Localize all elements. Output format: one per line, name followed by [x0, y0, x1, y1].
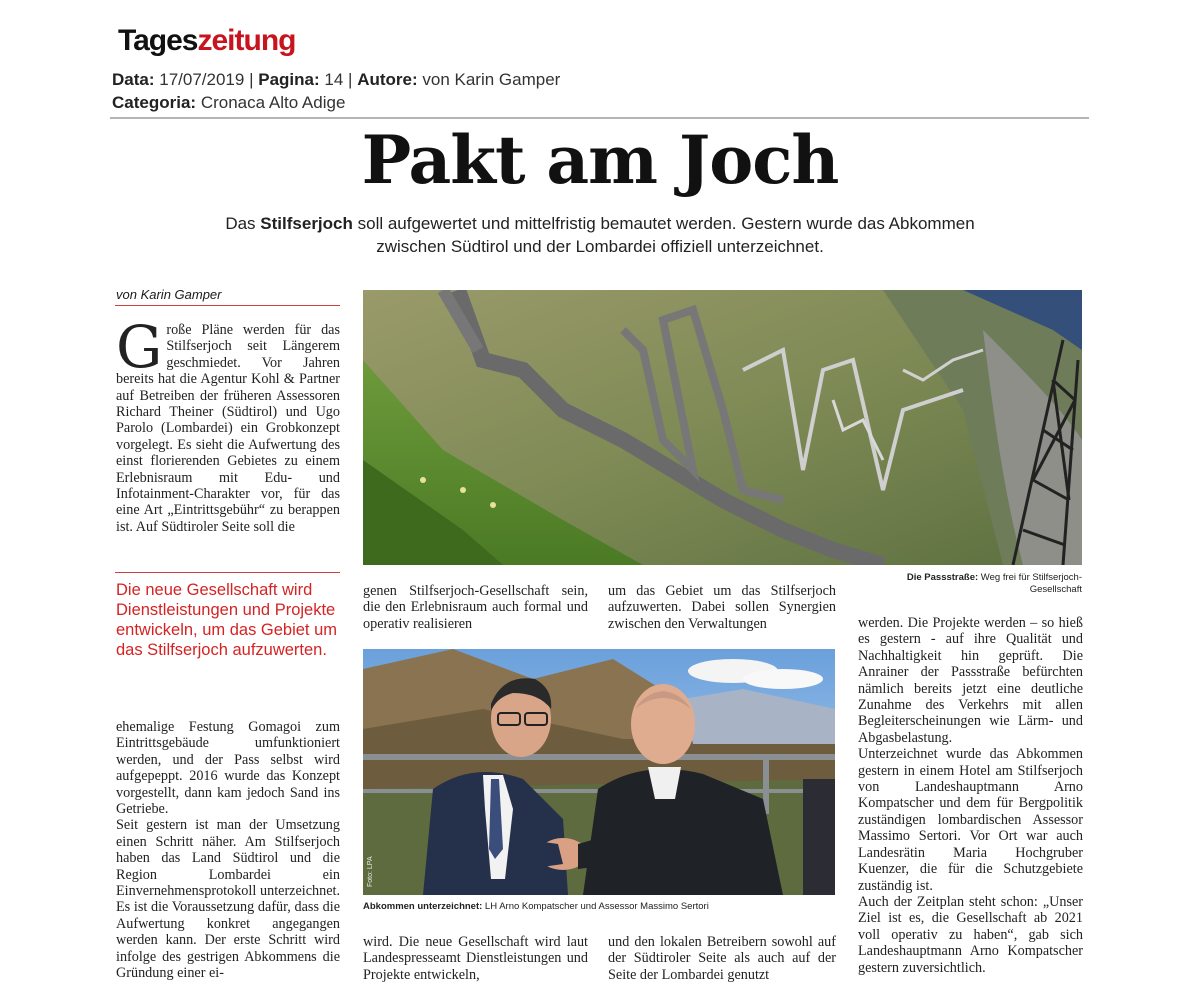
separator: | — [348, 70, 353, 89]
column-3-mid: um das Gebiet um das Stilfserjoch aufzuwerten. Dabei sollen Synergien zwischen den Verwaltungen — [608, 583, 836, 632]
column-2-mid: genen Stilfserjoch-Gesellschaft sein, die den Erlebnisraum auch formal und operativ realisieren — [363, 583, 588, 632]
autore-value: von Karin Gamper — [422, 70, 561, 89]
column-2-bottom: wird. Die neue Gesellschaft wird laut Landespresseamt Dienstleistungen und Projekte entwickeln, — [363, 934, 588, 983]
pass-road-photo — [363, 290, 1082, 565]
pagina-label: Pagina: — [258, 70, 320, 89]
handshake-caption: Abkommen unterzeichnet: LH Arno Kompatscher und Assessor Massimo Sertori — [363, 901, 709, 912]
header-divider — [110, 117, 1089, 119]
data-label: Data: — [112, 70, 155, 89]
photo-credit: Foto: LPA — [367, 856, 374, 887]
pagina-value: 14 — [324, 70, 344, 89]
categoria-label: Categoria: — [112, 93, 197, 112]
meta-line-2 — [112, 92, 345, 114]
article-headline: Pakt am Joch — [361, 121, 839, 199]
pullquote-divider — [115, 572, 340, 573]
separator: | — [249, 70, 254, 89]
handshake-photo — [363, 649, 835, 895]
autore-label: Autore: — [357, 70, 418, 89]
meta-line-1 — [112, 69, 560, 91]
column-1-top: Große Pläne werden für das Stilfserjoch seit Längerem geschmiedet. Vor Jahren bereits hat die Agentur Kohl & Partner auf Betreiben der früheren Assessoren Richard Theiner (Südtirol) und Ugo Parolo (Lombardei) ein Grobkonzept vorgelegt. Es sieht die Aufwertung des einst florierenden Gebietes zu einem Erlebnisraum mit Edu- und Infotainment-Charakter vor, für das eine Art „Eintrittsgebühr“ zu berappen ist. Auf Südtiroler Seite soll die — [116, 313, 340, 535]
byline: von Karin Gamper — [116, 287, 222, 302]
pull-quote: Die neue Gesellschaft wird Dienstleistungen und Projekte entwickeln, um das Gebiet um das Stilfserjoch aufzuwerten. — [116, 581, 338, 659]
data-value: 17/07/2019 — [159, 70, 245, 89]
newspaper-logo: Tageszeitung — [118, 24, 296, 57]
drop-cap: G — [116, 313, 163, 381]
column-3-bottom: und den lokalen Betreibern sowohl auf der Südtiroler Seite als auch auf der Seite der Lombardei genutzt — [608, 934, 836, 983]
pass-road-caption: Die Passstraße: Weg frei für Stilfserjoch-Gesellschaft — [906, 572, 1082, 595]
categoria-value: Cronaca Alto Adige — [200, 93, 346, 112]
column-4: werden. Die Projekte werden – so hieß es gestern - auf ihre Qualität und Nachhaltigkeit hin geprüft. Die Anrainer der Passstraße befürchten nämlich bereits jetzt eine deutliche Zunahme des Verkehrs mit allen Begleiterscheinungen wie Lärm- und Abgasbelastung. Unterzeichnet wurde das Abkommen gestern in einem Hotel am Stilfserjoch von Landeshauptmann Arno Kompatscher und dem für Bergpolitik zuständigen lombardischen Assessor Massimo Sertori. Vor Ort war auch Landesrätin Maria Hochgruber Kuenzer, die für die Schutzgebiete zuständig ist. Auch der Zeitplan steht schon: „Unser Ziel ist es, die Gesellschaft ab 2021 voll operativ zu haben“, gab sich Landeshauptmann Arno Kompatscher gestern zuversichtlich. — [858, 615, 1083, 976]
byline-divider — [115, 305, 340, 306]
article-lead: Das Stilfserjoch soll aufgewertet und mittelfristig bemautet werden. Gestern wurde das Abkommen zwischen Südtirol und der Lombardei offiziell unterzeichnet. — [225, 214, 975, 256]
column-1-bottom: ehemalige Festung Gomagoi zum Eintrittsgebäude umfunktioniert werden, und der Pass selbst wird aufgepeppt. 2016 wurde das Konzept vorgestellt, dann kam jedoch Sand ins Getriebe. Seit gestern ist man der Umsetzung einen Schritt näher. Am Stilfserjoch haben das Land Südtirol und die Region Lombardei ein Einvernehmensprotokoll unterzeichnet. Es ist die Voraussetzung dafür, dass die Aufwertung konkret angegangen werden kann. Der erste Schritt wird infolge des gestrigen Abkommens die Gründung einer ei- — [116, 719, 340, 982]
